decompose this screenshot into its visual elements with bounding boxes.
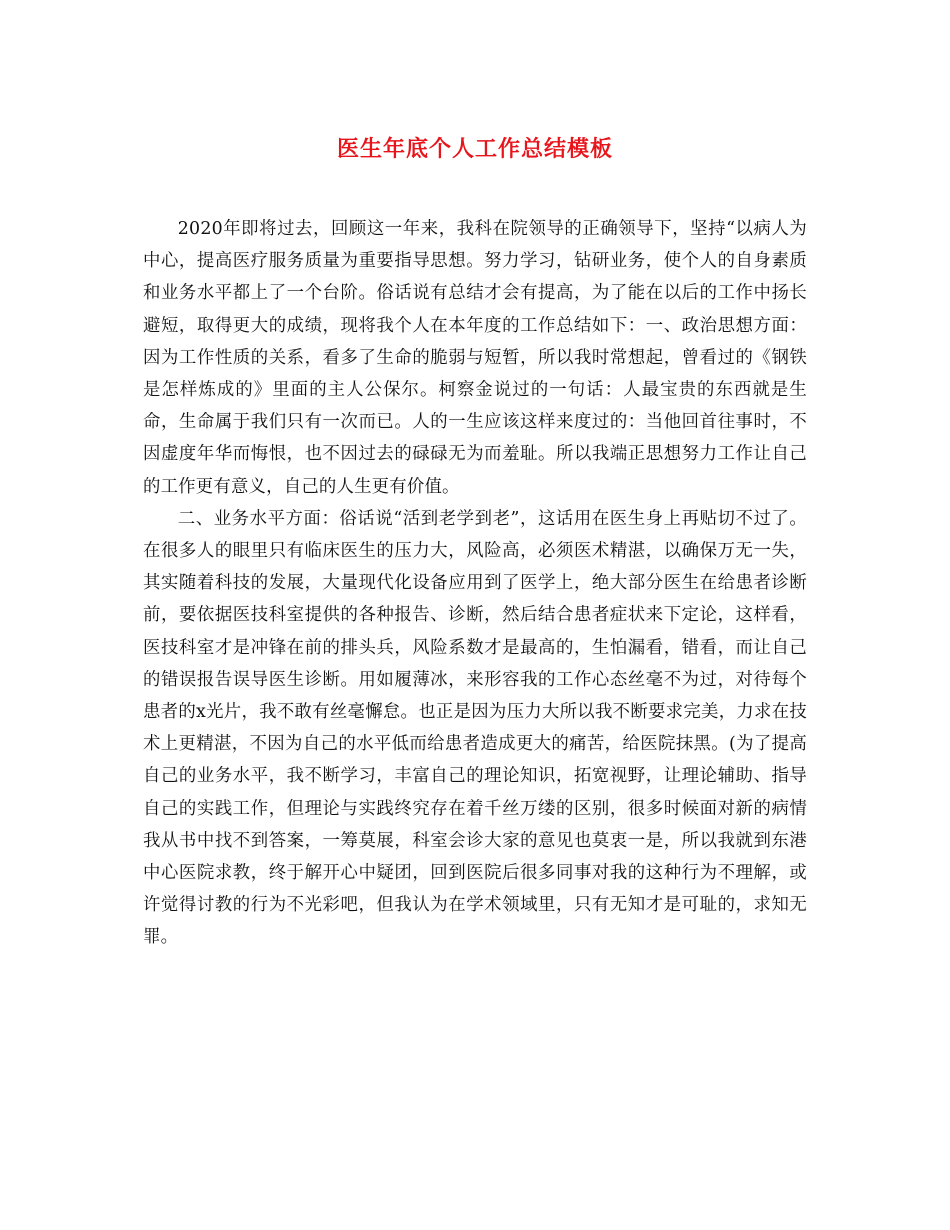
- document-body: [143, 213, 807, 954]
- body-paragraph-2: 二、业务水平方面：俗话说“活到老学到老”，这话用在医生身上再贴切不过了。在很多人的眼里只有临床医生的压力大，风险高，必须医术精湛，以确保万无一失，其实随着科技的发展，大量现代化设备应用到了医学上，绝大部分医生在给患者诊断前，要依据医技科室提供的各种报告、诊断，然后结合患者症状来下定论，这样看，医技科室才是冲锋在前的排头兵，风险系数才是最高的，生怕漏看，错看，而让自己的错误报告误导医生诊断。用如履薄冰，来形容我的工作心态丝毫不为过，对待每个患者的x光片，我不敢有丝毫懈怠。也正是因为压力大所以我不断要求完美，力求在技术上更精湛，不因为自己的水平低而给患者造成更大的痛苦，给医院抹黑。(为了提高自己的业务水平，我不断学习，丰富自己的理论知识，拓宽视野，让理论辅助、指导自己的实践工作，但理论与实践终究存在着千丝万缕的区别，很多时候面对新的病情我从书中找不到答案，一筹莫展，科室会诊大家的意见也莫衷一是，所以我就到东港中心医院求教，终于解开心中疑团，回到医院后很多同事对我的这种行为不理解，或许觉得讨教的行为不光彩吧，但我认为在学术领域里，只有无知才是可耻的，求知无罪。: [143, 508, 807, 948]
- body-paragraph-1: 2020年即将过去，回顾这一年来，我科在院领导的正确领导下，坚持“以病人为中心，提高医疗服务质量为重要指导思想。努力学习，钻研业务，使个人的自身素质和业务水平都上了一个台阶。俗话说有总结才会有提高，为了能在以后的工作中扬长避短，取得更大的成绩，现将我个人在本年度的工作总结如下：一、政治思想方面：因为工作性质的关系，看多了生命的脆弱与短暂，所以我时常想起，曾看过的《钢铁是怎样炼成的》里面的主人公保尔。柯察金说过的一句话：人最宝贵的东西就是生命，生命属于我们只有一次而已。人的一生应该这样来度过的：当他回首往事时，不因虚度年华而悔恨，也不因过去的碌碌无为而羞耻。所以我端正思想努力工作让自己的工作更有意义，自己的人生更有价值。: [143, 219, 807, 497]
- document-title: 医生年底个人工作总结模板: [336, 137, 613, 162]
